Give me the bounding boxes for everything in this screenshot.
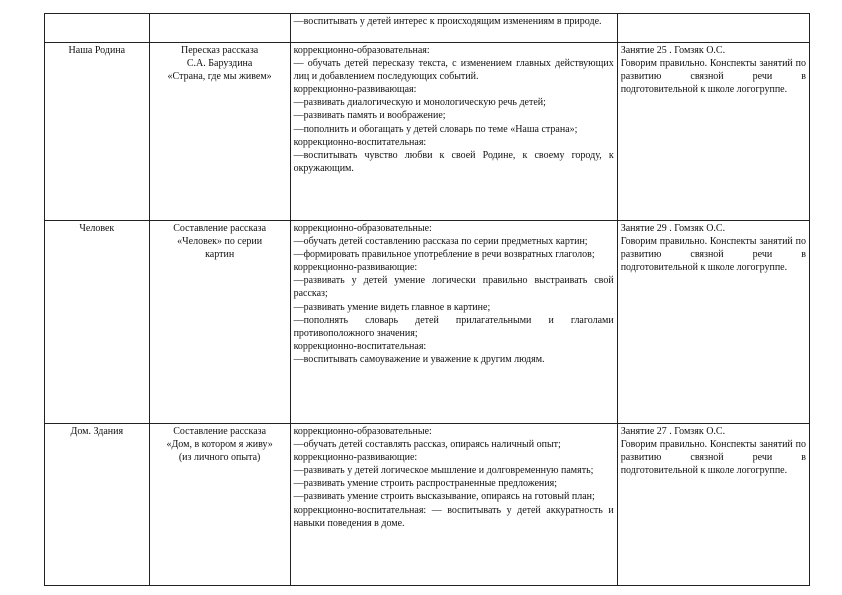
goal-line: коррекционно-развивающая: <box>293 84 417 96</box>
source-text: Говорим правильно. Конспекты занятий по развитию связной речи в подготовительной к школе логогруппе. <box>620 58 806 96</box>
activity-line: Составление рассказа <box>173 426 267 437</box>
activity-cell <box>149 424 290 586</box>
table-row <box>45 221 810 424</box>
goal-line: — обучать детей пересказу текста, с изменением главных действующих лиц и добавлением последующих событий. <box>293 58 614 83</box>
goals-cell <box>290 43 617 221</box>
goal-line: коррекционно-развивающие: <box>293 452 418 464</box>
goal-line: коррекционно-воспитательная: <box>293 340 427 352</box>
lesson-plan-table <box>44 13 810 586</box>
goal-line: —воспитывать у детей интерес к происходящим изменениям в природе. <box>293 16 602 27</box>
source-title: Занятие 27 . Гомзяк О.С. <box>620 426 726 437</box>
goal-line: —развивать у детей умение логически правильно выстраивать свой рассказ; <box>293 275 614 300</box>
activity-line: Составление рассказа <box>173 223 267 234</box>
table-row <box>45 424 810 586</box>
activity-cell <box>149 14 290 43</box>
activity-line: Пересказ рассказа <box>181 45 259 56</box>
activity-line: «Дом, в котором я живу» <box>166 439 273 451</box>
goal-line: —обучать детей составлять рассказ, опираясь наличный опыт; <box>293 439 561 451</box>
activity-line: картин <box>205 249 235 261</box>
goal-line: коррекционно-воспитательная: <box>293 136 427 148</box>
topic-cell: Дом. Здания <box>45 424 150 586</box>
source-cell <box>617 221 809 424</box>
goals-cell <box>290 424 617 586</box>
goal-line: коррекционно-образовательные: <box>293 223 432 234</box>
activity-line: С.А. Баруздина <box>186 58 253 70</box>
source-cell <box>617 43 809 221</box>
goal-line: —воспитывать чувство любви к своей Родине, к своему городу, к окружающим. <box>293 149 614 174</box>
source-cell <box>617 424 809 586</box>
goal-line: —пополнить и обогащать у детей словарь по теме «Наша страна»; <box>293 123 578 135</box>
goal-line: коррекционно-образовательная: <box>293 45 430 56</box>
table-row <box>45 43 810 221</box>
goals-cell <box>290 221 617 424</box>
table-row <box>45 14 810 43</box>
source-cell <box>617 14 809 43</box>
goal-line: —воспитывать самоуважение и уважение к другим людям. <box>293 353 545 365</box>
goal-line: —развивать умение видеть главное в картине; <box>293 301 491 313</box>
activity-line: «Страна, где мы живем» <box>167 71 272 83</box>
goal-line: —развивать память и воображение; <box>293 110 446 122</box>
goal-line: —развивать диалогическую и монологическую речь детей; <box>293 97 546 109</box>
goal-line: коррекционно-воспитательная: — воспитывать у детей аккуратность и навыки поведения в доме. <box>293 504 614 529</box>
goals-cell <box>290 14 617 43</box>
activity-line: (из личного опыта) <box>178 452 261 464</box>
goal-line: коррекционно-образовательные: <box>293 426 432 437</box>
topic-cell: Человек <box>45 221 150 424</box>
source-title: Занятие 29 . Гомзяк О.С. <box>620 223 726 234</box>
goal-line: —развивать умение строить высказывание, опираясь на готовый план; <box>293 491 595 503</box>
goal-line: —обучать детей составлению рассказа по серии предметных картин; <box>293 236 588 248</box>
source-text: Говорим правильно. Конспекты занятий по развитию связной речи в подготовительной к школе логогруппе. <box>620 439 806 477</box>
goal-line: —пополнять словарь детей прилагательными и глаголами противоположного значения; <box>293 314 614 339</box>
activity-cell <box>149 221 290 424</box>
goal-line: —развивать у детей логическое мышление и долговременную память; <box>293 465 594 477</box>
goal-line: коррекционно-развивающие: <box>293 262 418 274</box>
activity-cell <box>149 43 290 221</box>
goal-line: —формировать правильное употребление в речи возвратных глаголов; <box>293 249 595 261</box>
topic-cell <box>45 14 150 43</box>
activity-line: «Человек» по серии <box>177 236 263 248</box>
source-text: Говорим правильно. Конспекты занятий по развитию связной речи в подготовительной к школе логогруппе. <box>620 236 806 274</box>
goal-line: —развивать умение строить распространенные предложения; <box>293 478 558 490</box>
topic-cell: Наша Родина <box>45 43 150 221</box>
source-title: Занятие 25 . Гомзяк О.С. <box>620 45 726 56</box>
